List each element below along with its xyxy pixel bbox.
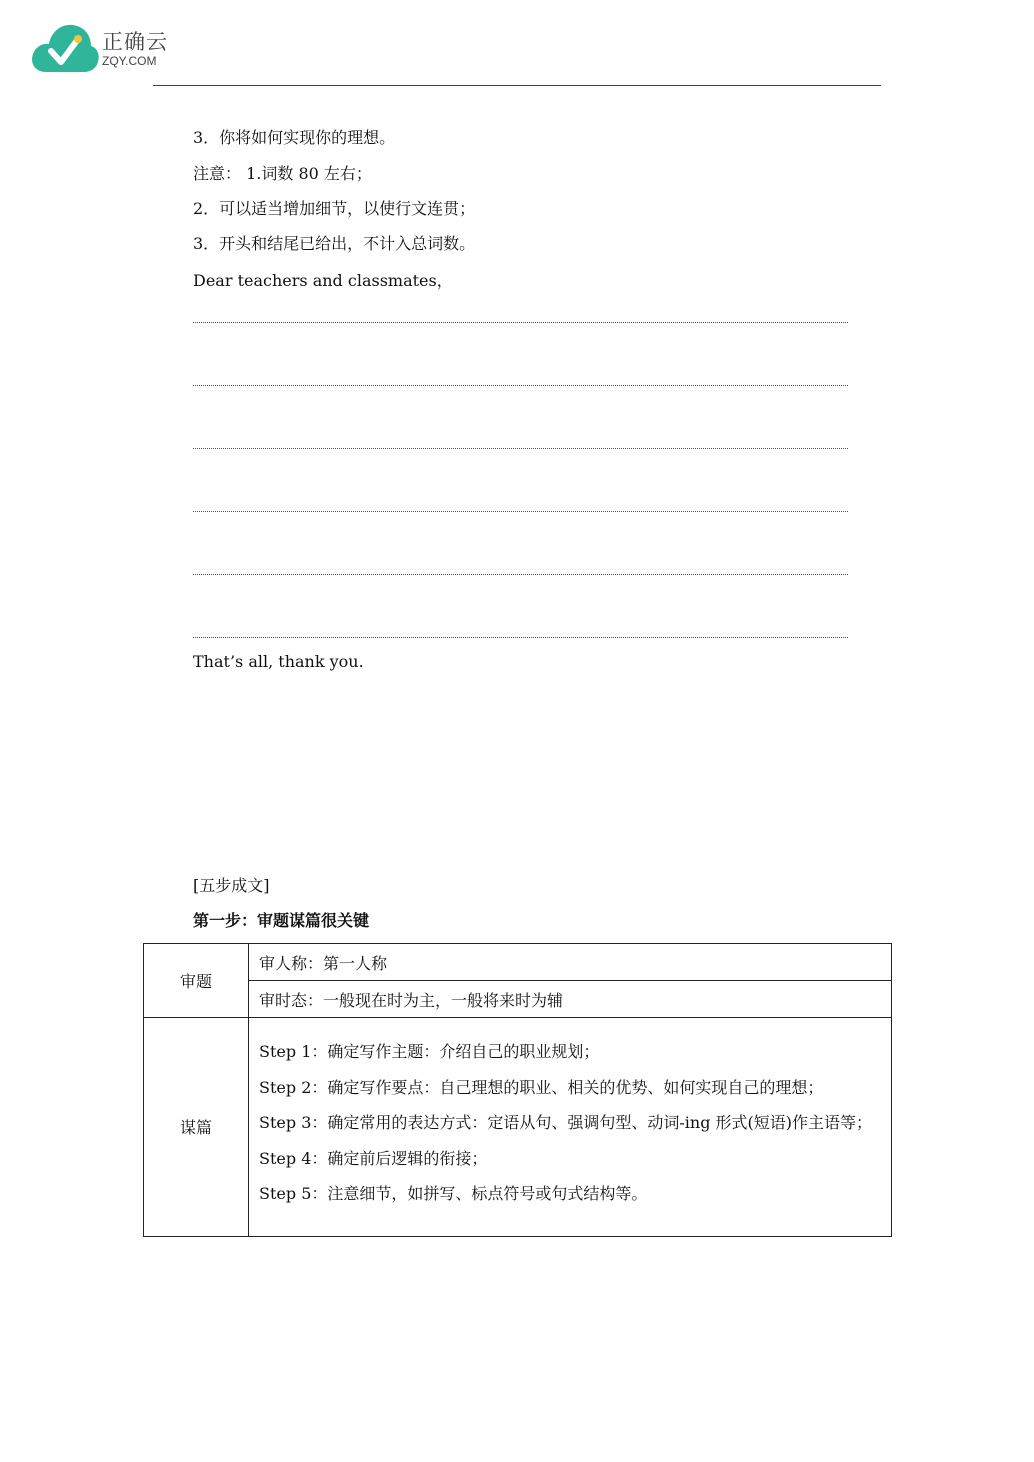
header-divider [153,85,881,86]
letter-greeting: Dear teachers and classmates， [193,271,453,290]
note-3: 3．开头和结尾已给出，不计入总词数。 [193,234,476,253]
plan-step: Step 1：确定写作主题：介绍自己的职业规划； [259,1042,600,1061]
note-1: 注意： 1.词数 80 左右； [193,164,372,183]
review-person: 审人称：第一人称 [249,944,892,981]
brand-logo [30,22,180,74]
logo-text-cn: 正确云 [102,30,168,54]
answer-line [193,322,848,323]
table-row [144,944,892,981]
review-tense: 审时态：一般现在时为主，一般将来时为辅 [249,981,892,1018]
answer-line [193,637,848,638]
plan-step: Step 3：确定常用的表达方式：定语从句、强调句型、动词-ing 形式(短语)作主语等； [259,1113,873,1132]
table-row [144,981,892,1018]
row-head-plan: 谋篇 [144,1018,249,1237]
section-tag: [五步成文] [193,876,270,895]
answer-line [193,574,848,575]
plan-step: Step 5：注意细节，如拼写、标点符号或句式结构等。 [259,1184,648,1203]
row-head-review: 审题 [144,944,249,1018]
answer-line [193,385,848,386]
logo-text-en: ZQY.COM [102,54,157,68]
analysis-table [143,943,892,1237]
plan-step: Step 4：确定前后逻辑的衔接； [259,1148,488,1168]
cloud-check-icon [30,22,100,74]
answer-line [193,448,848,449]
table-row [144,1018,892,1237]
prompt-item-3: 3．你将如何实现你的理想。 [193,128,396,147]
plan-steps [249,1018,892,1237]
step1-title: 第一步：审题谋篇很关键 [193,911,370,930]
letter-closing: That’s all, thank you. [193,652,364,671]
plan-step: Step 2：确定写作要点：自己理想的职业、相关的优势、如何实现自己的理想； [259,1077,824,1097]
answer-line [193,511,848,512]
note-2: 2．可以适当增加细节，以使行文连贯； [193,199,476,218]
